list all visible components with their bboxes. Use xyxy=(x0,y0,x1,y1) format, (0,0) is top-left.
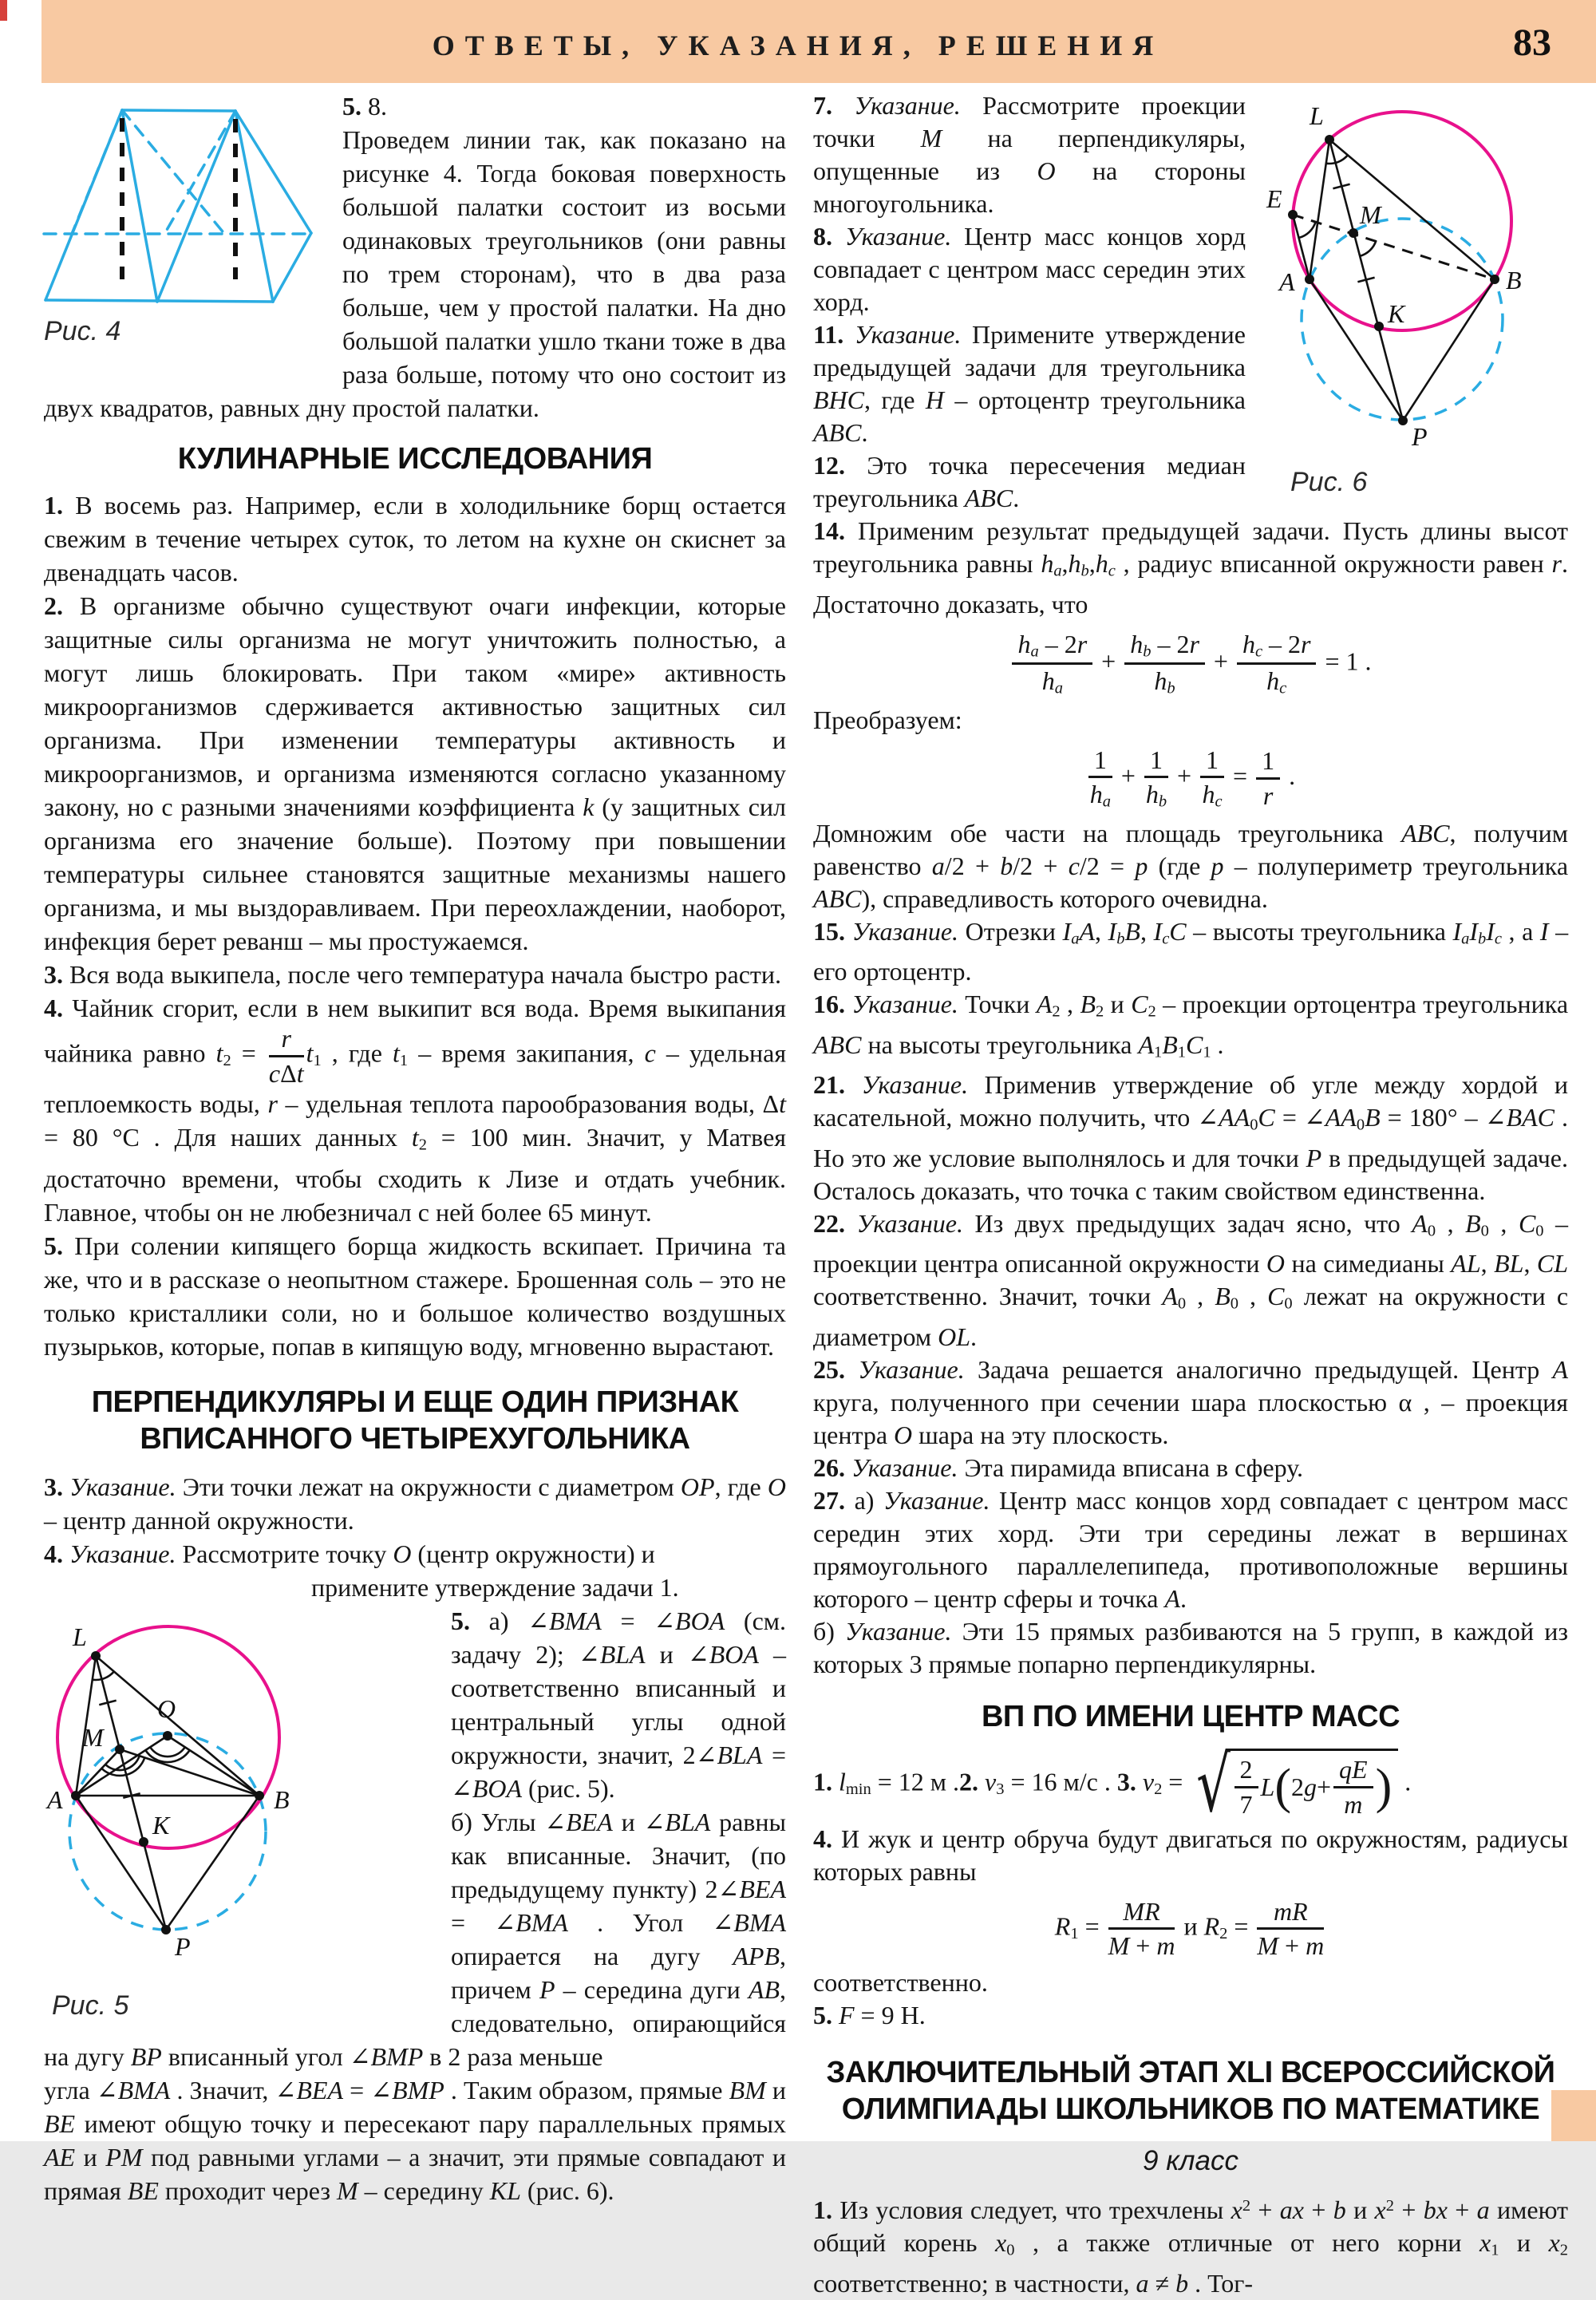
solution-item-21: 21. Указание. Применив утверждение об угле между хордой и касательной, можно получить, что ∠AA0C = ∠AA0B = 180° – ∠BAC . Но это же условие выполнялось и для точки P в предыдущей задаче. Осталось доказать, что точка с таким свойством единственна. xyxy=(813,1070,1569,1205)
solution-item-15: 15. Указание. Отрезки IaA, IbB, IcC – высоты треугольника IaIbIc , а I – его ортоцентр. xyxy=(813,916,1569,986)
fig5-label-M: M xyxy=(82,1722,104,1752)
solution-item-27a: 27. а) Указание. Центр масс концов хорд совпадает с центром масс середин этих хорд. Эти три середины лежат в вершинах прямоугольного параллелепипеда, противоположные вершины которого – центр сферы и точка A. xyxy=(813,1485,1569,1613)
fig6-label-A: A xyxy=(1279,267,1295,296)
section-heading-cooking: КУЛИНАРНЫЕ ИССЛЕДОВАНИЯ xyxy=(177,442,653,476)
solution-item-26: 26. Указание. Эта пирамида вписана в сферу. xyxy=(813,1452,1303,1482)
heading-line-1: ЗАКЛЮЧИТЕЛЬНЫЙ ЭТАП XLI ВСЕРОССИЙСКОЙ xyxy=(826,2055,1555,2089)
figure-5-caption: Рис. 5 xyxy=(52,1990,129,2021)
fig6-label-E: E xyxy=(1266,184,1282,213)
heading-line-2: ОЛИМПИАДЫ ШКОЛЬНИКОВ ПО МАТЕМАТИКЕ xyxy=(841,2092,1540,2126)
olympiad-item-1: 1. Из условия следует, что трехчлены $x^2$ + ax + b и $x^2$ + bx + a имеют общий корень x0 , а также отличные от него корни x1 и x2 соответственно; в частности, a ≠ b . Тог- xyxy=(813,2195,1569,2298)
solution-item-12: 12. Это точка пересечения медиан треугольника ABC. xyxy=(813,451,1246,512)
perp-item-3: 3. Указание. Эти точки лежат на окружности с диаметром OP, где O – центр данной окружности. xyxy=(44,1472,786,1535)
perp-item-4: 4. Указание. Рассмотрите точку O (центр окружности) и xyxy=(44,1539,655,1568)
perp-item-5-final: угла ∠BMA . Значит, ∠BEA = ∠BMP . Таким образом, прямые BM и BE имеют общую точку и пересекают пару параллельных прямых AE и PM под равными углами – а значит, эти прямые совпадают и прямая BE проходит через M – середину KL (рис. 6). xyxy=(44,2075,787,2205)
print-corner-mark xyxy=(0,0,7,21)
heading-line-2: ВПИСАННОГО ЧЕТЫРЕХУГОЛЬНИКА xyxy=(140,1421,690,1456)
formula-heights-sum: $\frac{ha - 2r}{ha}$ + $\frac{hb - 2r}{hb}$ + $\frac{hc - 2r}{hc}$ = 1 . xyxy=(813,630,1568,698)
cooking-item-1: 1. В восемь раз. Например, если в холодильнике борщ остается свежим в течение четырех суток, то летом на кухне он скиснет за двенадцать часов. xyxy=(44,491,786,587)
fig5-circles-drawing xyxy=(44,1612,427,1978)
solution-item-22: 22. Указание. Из двух предыдущих задач ясно, что A0 , B0 , C0 – проекции центра описанной окружности O на симедианы AL, BL, CL соответственно. Значит, точки A0 , B0 , C0 лежат на окружности с диаметром OL. xyxy=(813,1208,1569,1351)
solution-item-8: 8. Указание. Центр масс концов хорд совпадает с центром масс середин этих хорд. xyxy=(813,222,1246,316)
right-column xyxy=(813,89,1568,2300)
vp-item-4-end: соответственно. xyxy=(813,1967,988,1997)
figure-5 xyxy=(44,1612,435,2022)
fig6-label-K: K xyxy=(1388,299,1405,328)
vp-items-1-2-3: 1. lmin = 12 м .2. v3 = 16 м/с . 3. v2 = √ $\frac{2}{7}$ L ( 2 g + $\frac{qE}{m}$ ) . xyxy=(813,1739,1412,1829)
page-title: ОТВЕТЫ, УКАЗАНИЯ, РЕШЕНИЯ xyxy=(432,30,1164,61)
figure-4 xyxy=(44,94,323,348)
section-heading-perpendiculars xyxy=(44,1384,786,1457)
cooking-item-2: 2. В организме обычно существуют очаги инфекции, которые защитные силы организма не могут уничтожить полностью, а могут лишь блокировать. При таком «мире» активность микроорганизмов сдерживается активностью защитных сил организма. При изменении температуры активность и микроорганизмов, и организма изменяются согласно указанному закону, но с разными значениями коэффициента k (у защитных сил организма его значение больше). Поэтому при повышении температуры сильнее становятся защитные механизмы нашего организма, и мы выздоравливаем. При переохлаждении, наоборот, инфекция берет реванш – мы простужаемся. xyxy=(44,591,787,955)
figure-6 xyxy=(1263,89,1568,499)
fig5-label-K: K xyxy=(152,1810,170,1840)
section-heading-olympiad xyxy=(813,2054,1568,2128)
fig5-label-P: P xyxy=(175,1931,191,1961)
fig5-label-B: B xyxy=(274,1784,290,1814)
left-column xyxy=(44,89,786,2207)
fig6-label-P: P xyxy=(1412,422,1428,451)
solution-item-14: 14. Применим результат предыдущей задачи. Пусть длины высот треугольника равны ha,hb,hc , радиус вписанной окружности равен r. Достаточно доказать, что xyxy=(813,516,1568,618)
section-heading-center-of-mass: ВП ПО ИМЕНИ ЦЕНТР МАСС xyxy=(981,1699,1400,1733)
formula-reciprocals: $\frac{1}{ha}$ + $\frac{1}{hb}$ + $\frac{1}{hc}$ = $\frac{1}{r}$ . xyxy=(1089,745,1296,811)
vp-item-4: 4. И жук и центр обруча будут двигаться по окружностям, радиусы которых равны xyxy=(813,1824,1568,1886)
fig6-label-L: L xyxy=(1310,101,1324,130)
solution-item-16: 16. Указание. Точки A2 , B2 и C2 – проекции ортоцентра треугольника ABC на высоты треугольника A1B1C1 . xyxy=(813,990,1569,1061)
fig5-label-A: A xyxy=(47,1784,63,1814)
formula-radii: R1 = $\frac{MR}{M + m}$ и R2 = $\frac{mR}{M + m}$ xyxy=(1054,1896,1325,1961)
fig4-tents-drawing xyxy=(44,94,315,303)
grade-subheading: 9 класс xyxy=(1143,2144,1238,2176)
solution-item-7: 7. Указание. Рассмотрите проекции точки M на перпендикуляры, опущенные из O на стороны многоугольника. xyxy=(813,91,1246,218)
page-number: 83 xyxy=(1513,22,1551,64)
solution-item-14-transform: Преобразуем: xyxy=(813,705,962,734)
solution-tent-answer: 5. 8. xyxy=(342,92,387,121)
solution-item-14-end: Домножим обе части на площадь треугольника ABC, получим равенство a/2 + b/2 + c/2 = p (где p – полупериметр треугольника ABC), справедливость которого очевидна. xyxy=(813,818,1569,913)
solution-tent-text: Проведем линии так, как показано на рисунке 4. Тогда боковая поверхность большой палатки состоит из восьми одинаковых треугольников (они равны по трем сторонам), что в два раза больше, чем у простой палатки. На дно большой палатки ушло ткани тоже в два раза больше, потому что оно состоит из двух квадратов, равных дну простой палатки. xyxy=(44,125,786,422)
vp-item-5: 5. F = 9 Н. xyxy=(813,2000,926,2029)
solution-item-27b: б) Указание. Эти 15 прямых разбиваются на 5 групп, в каждой из которых 3 прямые попарно перпендикулярны. xyxy=(813,1616,1569,1678)
fig5-label-O: O xyxy=(157,1693,176,1723)
solution-item-11: 11. Указание. Примените утверждение предыдущей задачи для треугольника BHC, где H – ортоцентр треугольника ABC. xyxy=(813,320,1246,447)
perp-item-5a: 5. а) ∠BMA = ∠BOA (см. задачу 2); ∠BLA и ∠BOA – соответственно вписанный и центральный углы одной окружности, значит, 2∠BLA = ∠BOA (рис. 5). xyxy=(451,1606,787,1803)
cooking-item-3: 3. Вся вода выкипела, после чего температура начала быстро расти. xyxy=(44,960,781,989)
fig5-label-L: L xyxy=(73,1622,87,1651)
perp-item-5b: б) Углы ∠BEA и ∠BLA равны как вписанные. Значит, (по предыдущему пункту) 2∠BEA = ∠BMA . Угол ∠BMA опирается на дугу APB, причем P – середина дуги AB, следовательно, опирающийся на дугу BP вписанный угол ∠BMP в 2 раза меньше xyxy=(44,1807,787,2071)
cooking-item-5: 5. При солении кипящего борща жидкость вскипает. Причина та же, что и в рассказе о неопытном стажере. Брошенная соль – это не только кристаллики соли, но и большое количество воздушных пузырьков, которые, попав в кипящую воду, мгновенно вырастают. xyxy=(44,1231,786,1361)
fig6-label-M: M xyxy=(1360,200,1381,229)
heading-line-1: ПЕРПЕНДИКУЛЯРЫ И ЕЩЕ ОДИН ПРИЗНАК xyxy=(91,1385,739,1419)
solution-item-25: 25. Указание. Задача решается аналогично предыдущей. Центр A круга, полученного при сечении шара плоскостью α , – проекция центра O шара на эту плоскость. xyxy=(813,1354,1569,1449)
figure-4-caption: Рис. 4 xyxy=(44,316,121,346)
fig6-circles-drawing xyxy=(1263,89,1568,455)
perp-item-4-cont: примените утверждение задачи 1. xyxy=(311,1572,679,1602)
cooking-item-4: 4. Чайник сгорит, если в нем выкипит вся вода. Время выкипания чайника равно t2 = $\frac{r}{\text{cΔt}}$ t1 , где t1 – время закипания, c – удельная теплоемкость воды, r – удельная теплота парообразования воды, Δt = 80 °C . Для наших данных t2 = 100 мин. Значит, у Матвея достаточно времени, чтобы сходить к Лизе и отдать учебник. Главное, чтобы он не любезничал с ней более 65 минут. xyxy=(44,994,787,1227)
fig6-label-B: B xyxy=(1506,266,1522,294)
figure-6-caption: Рис. 6 xyxy=(1290,467,1368,497)
